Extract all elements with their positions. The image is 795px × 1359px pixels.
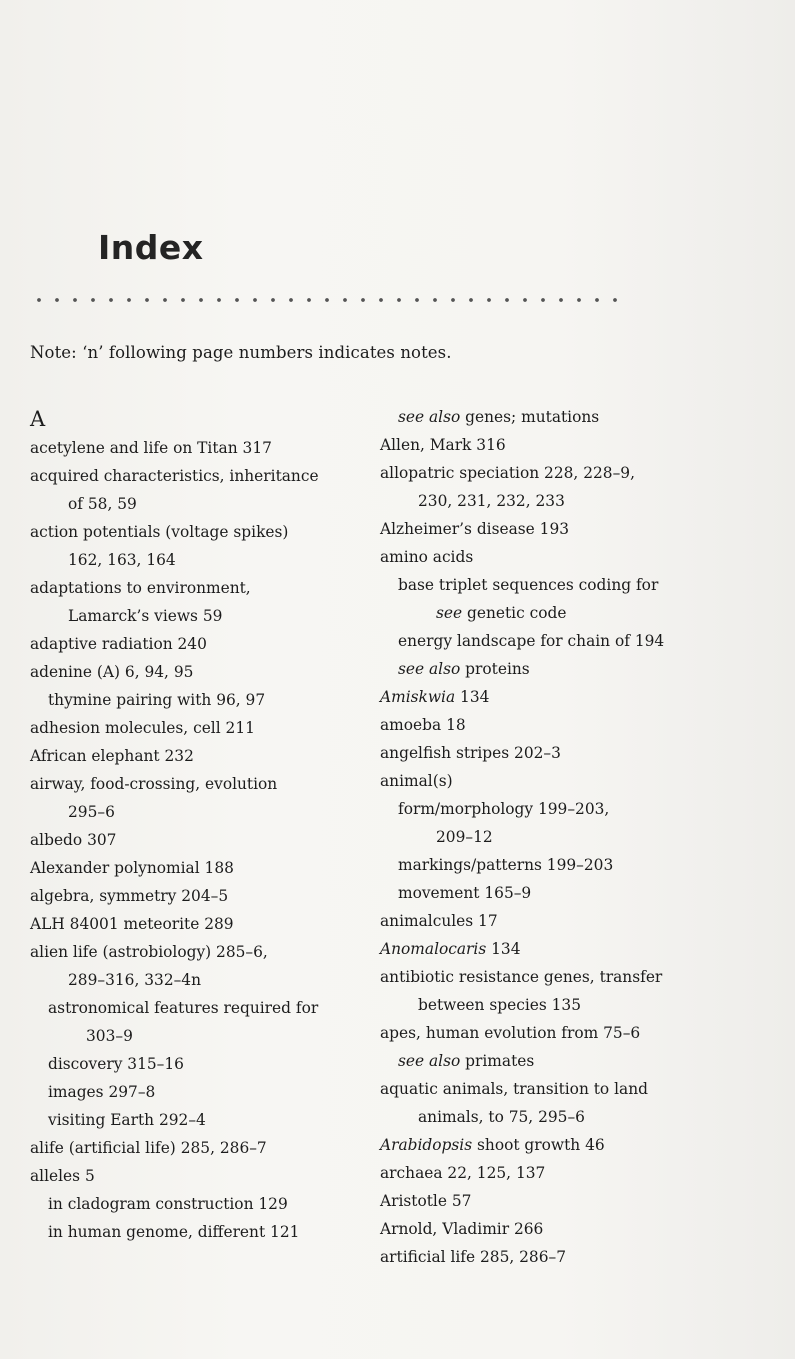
index-entry: 289–316, 332–4n [68,971,202,989]
index-entry: of 58, 59 [68,495,137,513]
entry-italic-part: Amiskwia [380,688,456,706]
index-entry: airway, food-crossing, evolution [30,775,278,793]
index-entry: animal(s) [380,772,453,790]
index-entry: adhesion molecules, cell 211 [30,719,255,737]
index-entry: alleles 5 [30,1167,95,1185]
index-entry: ALH 84001 meteorite 289 [30,915,234,933]
index-entry: base triplet sequences coding for [398,576,659,594]
entry-rest: 134 [486,940,521,958]
index-entry: adaptations to environment, [30,579,251,597]
index-entry: 230, 231, 232, 233 [418,492,565,510]
index-entry: amoeba 18 [380,716,466,734]
index-entry: thymine pairing with 96, 97 [48,691,266,709]
index-entry: algebra, symmetry 204–5 [30,887,229,905]
index-entry: between species 135 [418,996,582,1014]
index-entry: African elephant 232 [30,747,194,765]
index-entry: Alzheimer’s disease 193 [380,520,570,538]
index-entry: animals, to 75, 295–6 [418,1108,585,1126]
index-entry: alife (artificial life) 285, 286–7 [30,1139,267,1157]
index-entry [380,403,700,431]
index-entry: artificial life 285, 286–7 [380,1248,567,1266]
entry-rest: proteins [460,660,530,678]
entry-rest: genes; mutations [460,408,600,426]
entry-italic-part: see also [398,660,461,678]
index-entry: Aristotle 57 [380,1192,472,1210]
entry-italic-part: see also [398,408,461,426]
index-entry: aquatic animals, transition to land [380,1080,648,1098]
entry-italic-part: see [436,604,463,622]
entry-italic-part: Arabidopsis [380,1136,473,1154]
index-entry: archaea 22, 125, 137 [380,1164,546,1182]
index-entry: acquired characteristics, inheritance [30,467,319,485]
index-entry: in human genome, different 121 [48,1223,300,1241]
index-entry: 162, 163, 164 [68,551,176,569]
index-entry: discovery 315–16 [48,1055,184,1073]
index-entry [380,935,700,963]
index-entry: images 297–8 [48,1083,156,1101]
index-entry: energy landscape for chain of 194 [398,632,665,650]
entry-italic-part: Anomalocaris [380,940,487,958]
index-entry [380,683,700,711]
index-entry: 303–9 [86,1027,133,1045]
dotted-rule [30,296,625,304]
index-entry: allopatric speciation 228, 228–9, [380,464,635,482]
index-entry: antibiotic resistance genes, transfer [380,968,663,986]
index-entry: alien life (astrobiology) 285–6, [30,943,268,961]
index-entry: adenine (A) 6, 94, 95 [30,663,194,681]
index-entry: 295–6 [68,803,115,821]
section-letter: A [30,407,46,431]
entry-rest: genetic code [462,604,567,622]
index-entry: Allen, Mark 316 [380,436,506,454]
index-entry [380,655,700,683]
index-entry: acetylene and life on Titan 317 [30,439,272,457]
index-entry: in cladogram construction 129 [48,1195,288,1213]
page-title: Index [98,228,204,267]
index-entry: animalcules 17 [380,912,498,930]
index-entry [380,599,700,627]
index-column-right [380,403,700,1271]
index-column-left [30,404,350,1246]
index-entry: adaptive radiation 240 [30,635,207,653]
index-entry: markings/patterns 199–203 [398,856,614,874]
entry-rest: shoot growth 46 [472,1136,605,1154]
index-entry: movement 165–9 [398,884,532,902]
index-entry: 209–12 [436,828,493,846]
index-entry: angelfish stripes 202–3 [380,744,561,762]
index-entry: astronomical features required for [48,999,319,1017]
index-entry [380,1047,700,1075]
index-entry: Lamarck’s views 59 [68,607,223,625]
index-entry: Alexander polynomial 188 [30,859,234,877]
index-note: Note: ‘n’ following page numbers indicates notes. [30,343,452,362]
index-entry [380,1131,700,1159]
entry-italic-part: see also [398,1052,461,1070]
index-entry: form/morphology 199–203, [398,800,610,818]
index-entry: albedo 307 [30,831,117,849]
index-entry: Arnold, Vladimir 266 [380,1220,544,1238]
show-through-text [470,58,474,72]
index-entry: visiting Earth 292–4 [48,1111,206,1129]
index-entry: apes, human evolution from 75–6 [380,1024,641,1042]
entry-rest: 134 [455,688,490,706]
index-entry: amino acids [380,548,474,566]
index-entry: action potentials (voltage spikes) [30,523,289,541]
entry-rest: primates [460,1052,535,1070]
